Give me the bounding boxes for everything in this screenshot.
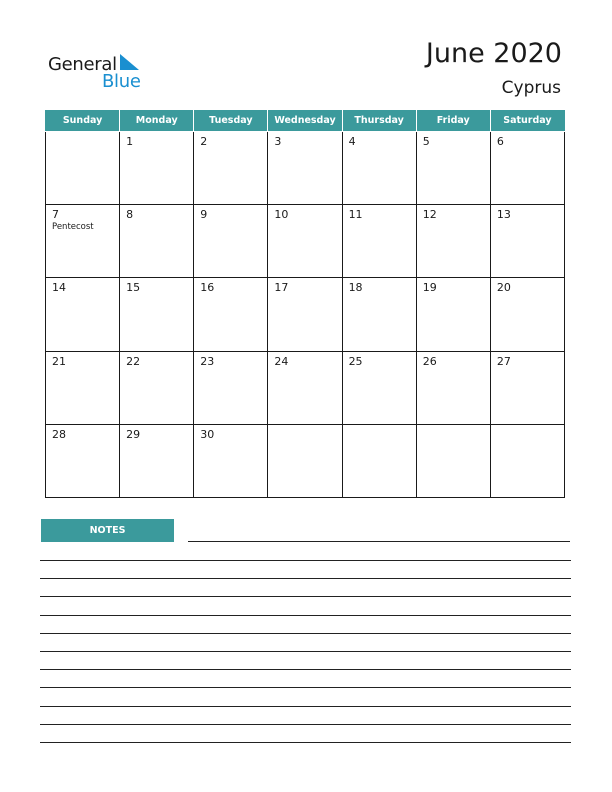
day-cell: [268, 132, 342, 205]
day-number: 28: [52, 427, 66, 441]
day-number: 20: [496, 281, 511, 295]
day-number: 12: [422, 208, 437, 222]
day-cell: [416, 132, 490, 205]
day-number: 21: [52, 354, 66, 368]
day-number: 23: [200, 354, 215, 368]
note-line: [40, 724, 571, 725]
holiday-label: Pentecost: [52, 222, 94, 233]
day-cell: [120, 424, 194, 497]
logo: [48, 52, 158, 92]
weekday-header: Friday: [416, 110, 490, 132]
week-row: [46, 205, 565, 278]
triangle-flag-icon: [118, 54, 140, 72]
logo-word-general: General: [48, 54, 117, 75]
weekday-header: Saturday: [490, 110, 564, 132]
note-line: [40, 560, 571, 561]
day-number: 9: [200, 208, 208, 222]
week-row: [46, 278, 565, 351]
weekday-header: Sunday: [46, 110, 120, 132]
weekday-header: Tuesday: [194, 110, 268, 132]
day-cell: [342, 132, 416, 205]
day-number: 14: [52, 281, 66, 295]
day-cell: [342, 351, 416, 424]
page-title: June 2020: [425, 38, 562, 69]
day-number: 5: [422, 135, 430, 148]
day-number: 24: [274, 354, 289, 368]
day-number: 26: [422, 354, 437, 368]
day-cell: [120, 351, 194, 424]
note-line: [188, 541, 570, 542]
notes-label: NOTES: [41, 519, 174, 542]
day-number: 16: [200, 281, 215, 295]
day-cell: [490, 278, 564, 351]
day-cell: [268, 424, 342, 497]
day-cell: [46, 351, 120, 424]
day-cell: [46, 424, 120, 497]
note-line: [40, 596, 571, 597]
day-cell: [490, 205, 564, 278]
day-number: 2: [200, 135, 208, 148]
weekday-header-row: [46, 110, 565, 132]
day-number: 17: [274, 281, 289, 295]
day-number: 22: [126, 354, 141, 368]
note-line: [40, 742, 571, 743]
note-line: [40, 687, 571, 688]
day-cell: [194, 424, 268, 497]
day-cell: [194, 205, 268, 278]
day-number: 15: [126, 281, 141, 295]
day-number: 18: [348, 281, 363, 295]
note-line: [40, 706, 571, 707]
day-number: 8: [126, 208, 134, 222]
calendar-grid: [45, 110, 565, 498]
week-row: [46, 132, 565, 205]
note-line: [40, 633, 571, 634]
day-cell: [490, 424, 564, 497]
day-cell: [268, 351, 342, 424]
day-number: 30: [200, 427, 215, 441]
day-number: 10: [274, 208, 289, 222]
day-number: 3: [274, 135, 282, 148]
day-cell: [46, 205, 120, 278]
day-cell: [342, 205, 416, 278]
day-cell: [416, 424, 490, 497]
week-row: [46, 424, 565, 497]
note-line: [40, 578, 571, 579]
day-number: 4: [348, 135, 356, 148]
day-cell: [46, 278, 120, 351]
weekday-header: Thursday: [342, 110, 416, 132]
day-number: 25: [348, 354, 363, 368]
day-cell: [194, 351, 268, 424]
weekday-header: Monday: [120, 110, 194, 132]
day-number: 19: [422, 281, 437, 295]
weekday-header: Wednesday: [268, 110, 342, 132]
day-cell: [416, 351, 490, 424]
day-cell: [416, 278, 490, 351]
day-number: 29: [126, 427, 141, 441]
note-line: [40, 651, 571, 652]
day-cell: [268, 278, 342, 351]
day-cell: [490, 351, 564, 424]
country-subtitle: Cyprus: [501, 78, 561, 98]
day-cell: [46, 132, 120, 205]
day-cell: [490, 132, 564, 205]
day-number: 13: [496, 208, 511, 222]
note-line: [40, 615, 571, 616]
day-cell: [342, 424, 416, 497]
week-row: [46, 351, 565, 424]
day-number: 11: [348, 208, 363, 222]
day-cell: [416, 205, 490, 278]
day-number: 27: [496, 354, 511, 368]
day-cell: [342, 278, 416, 351]
note-line: [40, 669, 571, 670]
day-cell: [194, 278, 268, 351]
day-cell: [120, 132, 194, 205]
day-number: 7: [52, 208, 59, 222]
logo-word-blue: Blue: [102, 71, 141, 92]
day-number: 1: [126, 135, 134, 148]
day-cell: [268, 205, 342, 278]
day-cell: [120, 205, 194, 278]
day-number: 6: [496, 135, 504, 148]
day-cell: [194, 132, 268, 205]
day-cell: [120, 278, 194, 351]
